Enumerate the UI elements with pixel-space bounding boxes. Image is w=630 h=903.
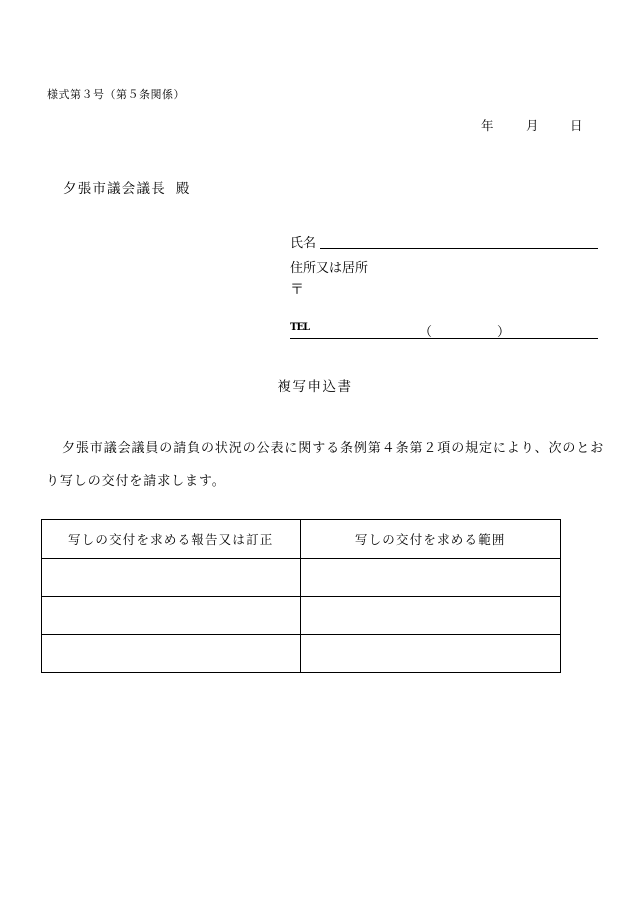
date-month-label: 月 — [526, 118, 539, 133]
addressee — [63, 177, 191, 197]
name-field[interactable] — [320, 248, 598, 249]
date-day-label: 日 — [570, 118, 583, 133]
date-year-label: 年 — [481, 118, 494, 133]
form-number: 様式第３号（第５条関係） — [47, 88, 185, 101]
tel-paren-open: （ — [419, 325, 433, 340]
addressee-honorific: 殿 — [175, 181, 191, 197]
table-header-row — [42, 520, 561, 559]
table-cell-scope[interactable] — [300, 597, 561, 635]
table-row — [42, 597, 561, 635]
address-label: 住所又は居所 — [290, 261, 369, 276]
request-table — [41, 519, 561, 673]
tel-field[interactable] — [290, 321, 598, 339]
body-paragraph — [46, 432, 606, 498]
table-cell-scope[interactable] — [300, 559, 561, 597]
table-cell-report[interactable] — [42, 597, 301, 635]
tel-label: TEL — [290, 322, 310, 333]
document-title: 複写申込書 — [277, 379, 353, 395]
addressee-name: 夕張市議会議長 — [63, 181, 166, 197]
table-cell-scope[interactable] — [300, 635, 561, 673]
postal-mark: 〒 — [290, 282, 304, 298]
tel-paren-close: ） — [497, 325, 511, 340]
table-row — [42, 635, 561, 673]
table-row — [42, 559, 561, 597]
body-text: 夕張市議会議員の請負の状況の公表に関する条例第４条第２項の規定により、次のとおり写しの交付を請求します。 — [46, 441, 605, 489]
column-header-scope: 写しの交付を求める範囲 — [300, 520, 561, 559]
table-cell-report[interactable] — [42, 559, 301, 597]
column-header-report: 写しの交付を求める報告又は訂正 — [42, 520, 301, 559]
name-label: 氏名 — [290, 236, 317, 251]
table-cell-report[interactable] — [42, 635, 301, 673]
